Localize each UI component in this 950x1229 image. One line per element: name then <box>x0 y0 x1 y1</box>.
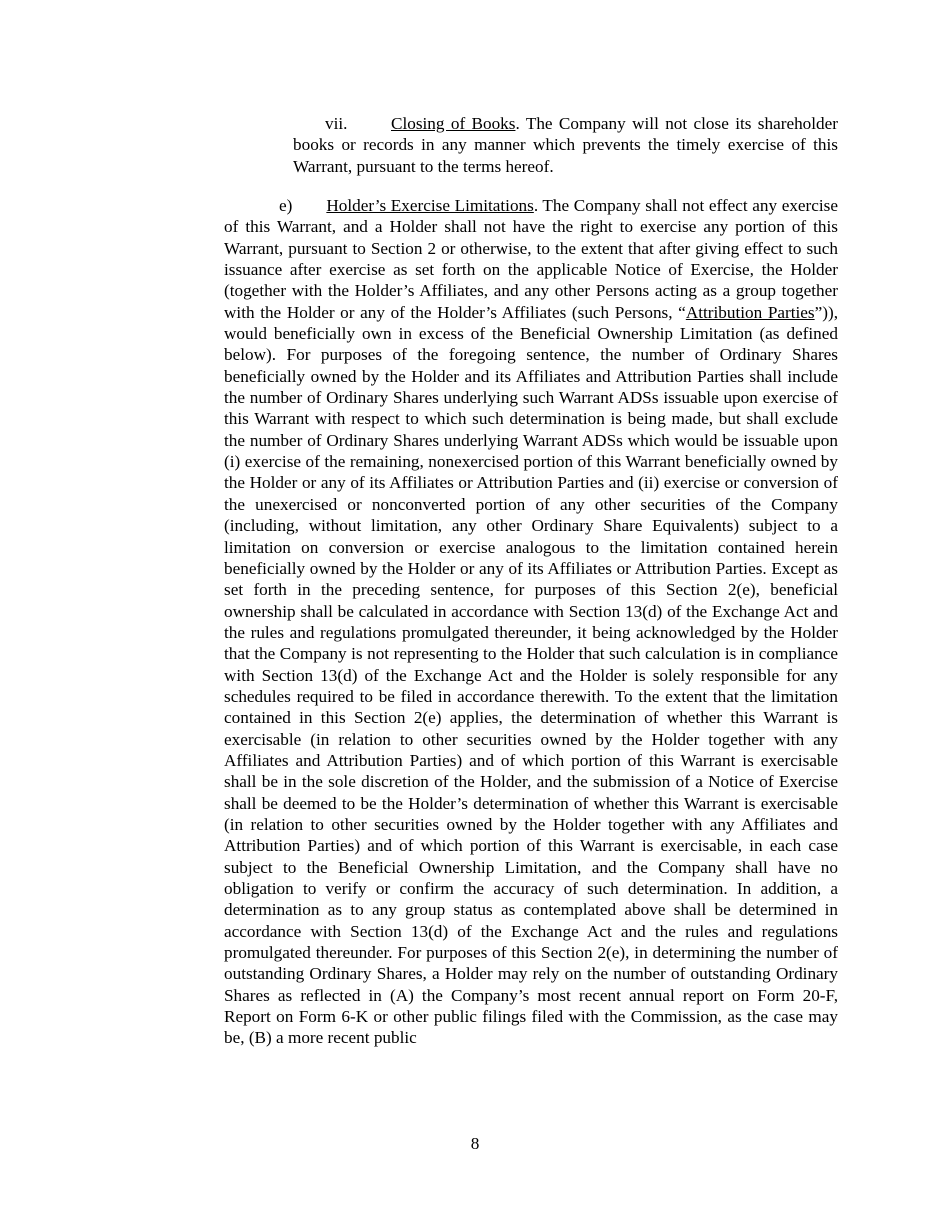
section-e-text-part-2: ”)), would beneficially own in excess of the Beneficial Ownership Limitation (as defined below). For purposes of the foregoing sentence, the number of Ordinary Shares beneficially owned by the Holder and its Affiliates and Attribution Parties shall include the number of Ordinary Shares underlying such Warrant ADSs issuable upon exercise of this Warrant with respect to which such determination is being made, but shall exclude the number of Ordinary Shares underlying Warrant ADSs which would be issuable upon (i) exercise of the remaining, nonexercised portion of this Warrant beneficially owned by the Holder or any of its Affiliates or Attribution Parties and (ii) exercise or conversion of the unexercised or nonconverted portion of any other securities of the Company (including, without limitation, any other Ordinary Share Equivalents) subject to a limitation on conversion or exercise analogous to the limitation contained herein beneficially owned by the Holder or any of its Affiliates or Attribution Parties. Except as set forth in the preceding sentence, for purposes of this Section 2(e), beneficial ownership shall be calculated in accordance with Section 13(d) of the Exchange Act and the rules and regulations promulgated thereunder, it being acknowledged by the Holder that the Company is not representing to the Holder that such calculation is in compliance with Section 13(d) of the Exchange Act and the Holder is solely responsible for any schedules required to be filed in accordance therewith. To the extent that the limitation contained in this Section 2(e) applies, the determination of whether this Warrant is exercisable (in relation to other securities owned by the Holder together with any Affiliates and Attribution Parties) and of which portion of this Warrant is exercisable shall be in the sole discretion of the Holder, and the submission of a Notice of Exercise shall be deemed to be the Holder’s determination of whether this Warrant is exercisable (in relation to other securities owned by the Holder together with any Affiliates and Attribution Parties) and of which portion of this Warrant is exercisable, in each case subject to the Beneficial Ownership Limitation, and the Company shall have no obligation to verify or confirm the accuracy of such determination. In addition, a determination as to any group status as contemplated above shall be determined in accordance with Section 13(d) of the Exchange Act and the rules and regulations promulgated thereunder. For purposes of this Section 2(e), in determining the number of outstanding Ordinary Shares, a Holder may rely on the number of outstanding Ordinary Shares as reflected in (A) the Company’s most recent annual report on Form 20-F, Report on Form 6-K or other public filings filed with the Commission, as the case may be, (B) a more recent public <box>224 302 838 1048</box>
section-e-text-part-1: . The Company shall not effect any exercise of this Warrant, and a Holder shall not have the right to exercise any portion of this Warrant, pursuant to Section 2 or otherwise, to the extent that after giving effect to such issuance after exercise as set forth on the applicable Notice of Exercise, the Holder (together with the Holder’s Affiliates, and any other Persons acting as a group together with the Holder or any of the Holder’s Affiliates (such Persons, “ <box>224 196 838 322</box>
section-vii-paragraph: vii. Closing of Books. The Company will not close its shareholder books or records in any manner which prevents the timely exercise of this Warrant, pursuant to the terms hereof. <box>293 114 838 176</box>
page-number: 8 <box>470 1134 480 1153</box>
section-e-number: e) <box>279 196 293 215</box>
section-e-heading: Holder’s Exercise Limitations <box>326 196 534 215</box>
attribution-parties-defined-term: Attribution Parties <box>685 302 815 322</box>
section-e-paragraph <box>224 195 838 1049</box>
section-vii-text: . The Company will not close its shareholder books or records in any manner which prevents the timely exercise of this Warrant, pursuant to the terms hereof. <box>293 114 838 176</box>
section-vii-heading: Closing of Books <box>391 114 516 133</box>
